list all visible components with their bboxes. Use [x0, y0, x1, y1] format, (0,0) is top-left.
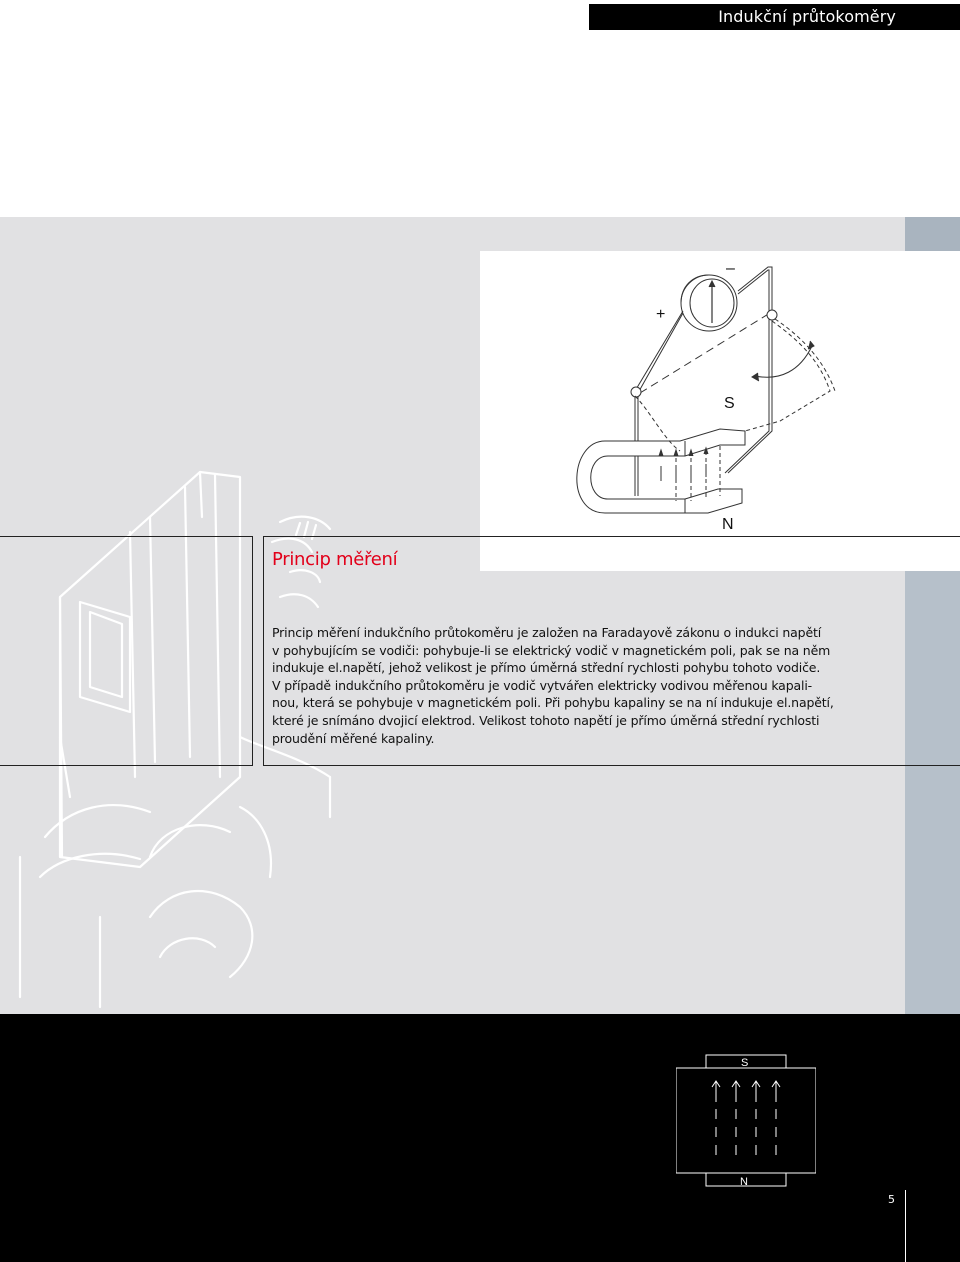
body-text	[272, 624, 852, 747]
south-pole-label: S	[724, 395, 735, 412]
north-pole-label: N	[722, 516, 734, 533]
field-arrows	[712, 1081, 780, 1155]
plus-label: +	[656, 306, 666, 323]
body-line: nou, která se pohybuje v magnetickém poli. Při pohybu kapaliny se na ní indukuje el.napětí,	[272, 695, 834, 711]
minus-label: –	[726, 260, 735, 277]
page-number: 5	[888, 1193, 895, 1206]
body-line: V případě indukčního průtokoměru je vodič vytvářen elektricky vodivou měřenou kapali-	[272, 677, 812, 693]
section-title: Princip měření	[272, 549, 398, 570]
body-line: v pohybujícím se vodiči: pohybuje-li se elektrický vodič v magnetickém poli, pak se na něm	[272, 642, 831, 658]
small-south-label: S	[741, 1057, 749, 1069]
body-line: Princip měření indukčního průtokoměru je založen na Faradayově zákonu o indukci napětí	[272, 625, 822, 640]
body-line: které je snímáno dvojicí elektrod. Velikost tohoto napětí je přímo úměrná střední rychlosti	[272, 712, 820, 728]
faraday-diagram-svg	[480, 251, 960, 571]
title-box	[0, 536, 253, 766]
side-column-top	[905, 217, 960, 251]
faraday-diagram	[480, 251, 960, 571]
magnet-field-diagram	[676, 1054, 816, 1196]
header-bar	[589, 4, 960, 30]
small-north-label: N	[740, 1176, 748, 1188]
page-rule	[905, 1190, 906, 1262]
footer-band	[0, 1014, 960, 1262]
header-title: Indukční průtokoměry	[718, 7, 896, 26]
body-line: indukuje el.napětí, jehož velikost je přímo úměrná střední rychlosti pohybu tohoto vodiče.	[272, 660, 821, 676]
body-line: proudění měřené kapaliny.	[272, 730, 435, 746]
